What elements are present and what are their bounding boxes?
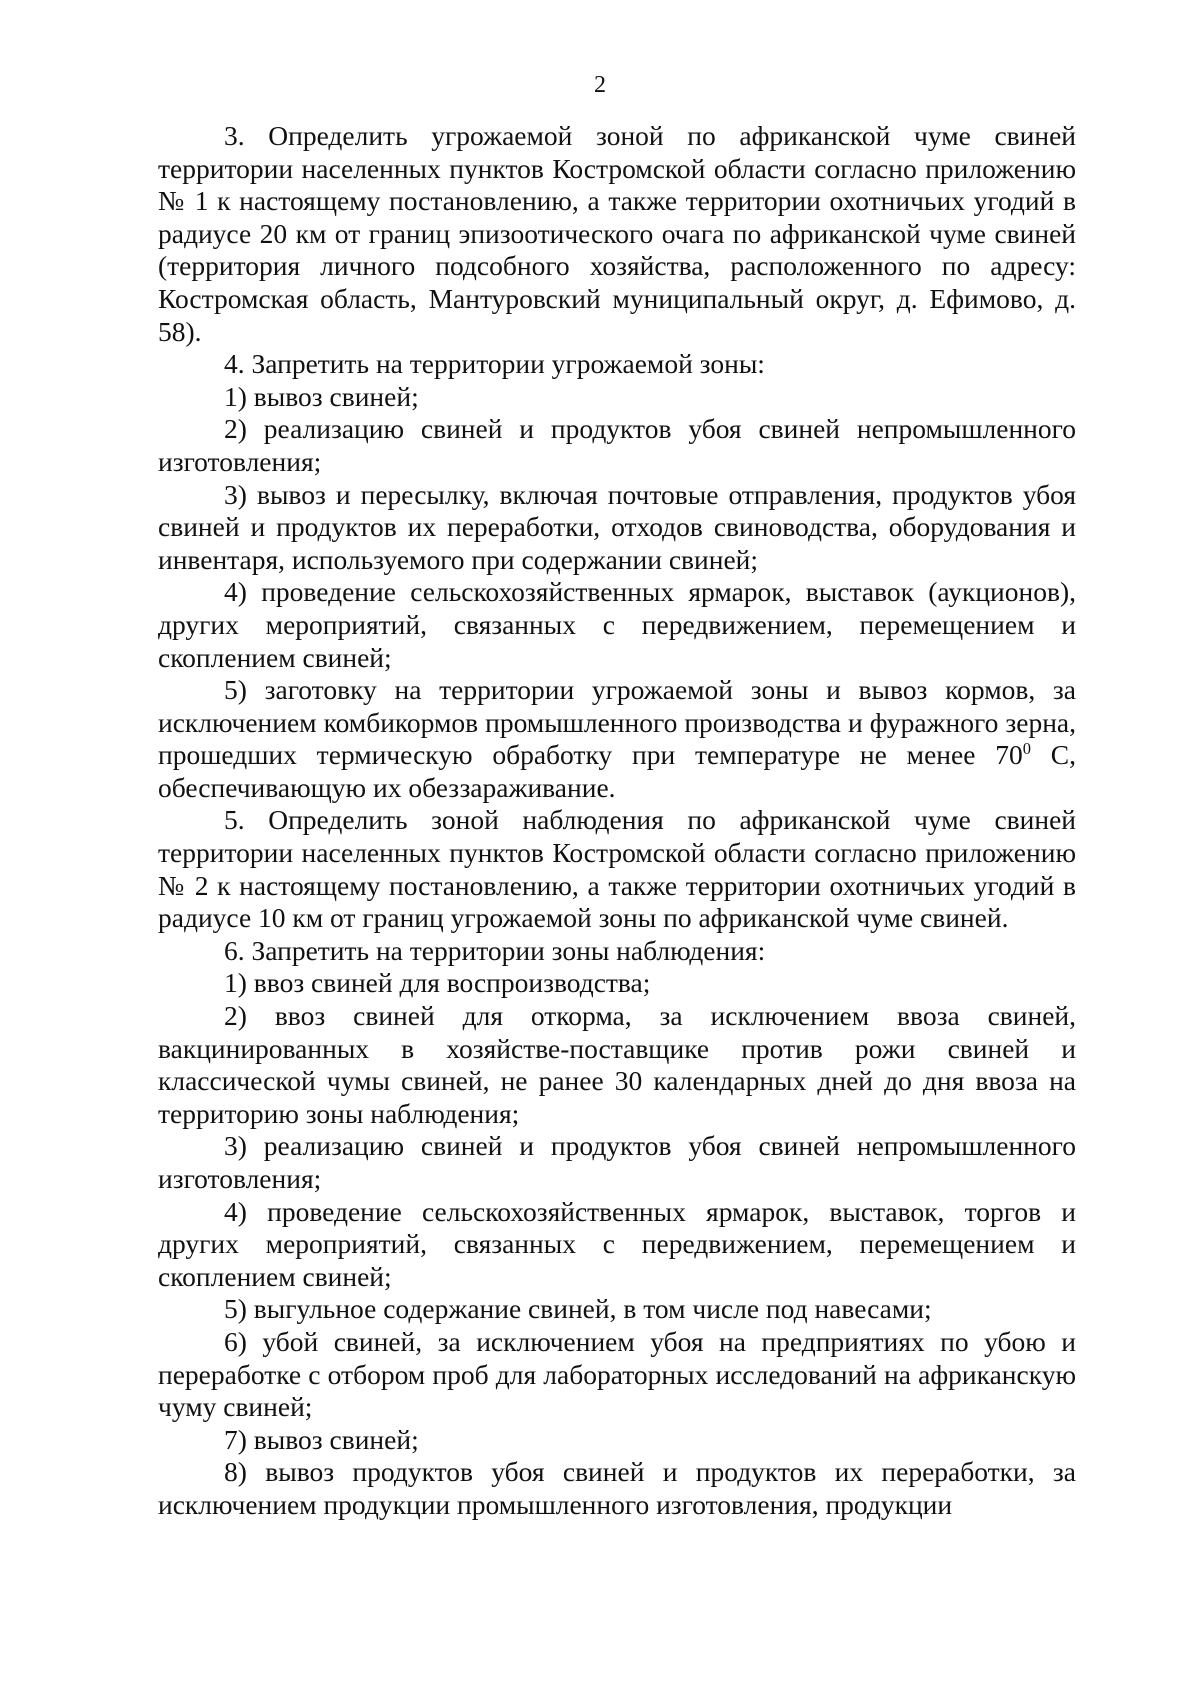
subitem-6-2: 2) ввоз свиней для откорма, за исключением ввоза свиней, вакцинированных в хозяйстве-поставщике против рожи свиней и классической чумы свиней, не ранее 30 календарных дней до дня ввоза на территорию зоны наблюдения; [158, 1000, 1076, 1129]
subitem-4-5-text: 5) заготовку на территории угрожаемой зоны и вывоз кормов, за исключением комбикормов промышленного производства и фуражного зерна, прошедших термическую обработку при температуре не менее [158, 674, 1076, 771]
subitem-6-4: 4) проведение сельскохозяйственных ярмарок, выставок, торгов и других мероприятий, связанных с передвижением, перемещением и скоплением свиней; [158, 1195, 1076, 1292]
subitem-6-3: 3) реализацию свиней и продуктов убоя свиней непромышленного изготовления; [158, 1130, 1076, 1194]
subitem-4-5 [158, 674, 1076, 804]
paragraph-item-6: 6. Запретить на территории зоны наблюдения: [224, 934, 766, 966]
subitem-6-5: 5) выгульное содержание свиней, в том числе под навесами; [224, 1293, 932, 1325]
subitem-4-2: 2) реализацию свиней и продуктов убоя свиней непромышленного изготовления; [158, 413, 1076, 477]
page-number: 2 [594, 72, 606, 98]
document-body [158, 120, 1076, 1522]
paragraph-item-3: 3. Определить угрожаемой зоной по африканской чуме свиней территории населенных пунктов Костромской области согласно приложению № 1 к настоящему постановлению, а также территории охотничьих угодий в радиусе 20 км от границ эпизоотического очага по африканской чуме свиней (территория личного подсобного хозяйства, расположенного по адресу: Костромская область, Мантуровский муниципальный округ, д. Ефимово, д. 58). [158, 120, 1076, 347]
degree-sign: 0 [1022, 739, 1031, 759]
subitem-6-6: 6) убой свиней, за исключением убоя на предприятиях по убою и переработке с отбором проб для лабораторных исследований на африканскую чуму свиней; [158, 1325, 1076, 1423]
temperature-value: 70 [995, 739, 1023, 771]
paragraph-item-4: 4. Запретить на территории угрожаемой зоны: [224, 348, 765, 380]
subitem-4-3: 3) вывоз и пересылку, включая почтовые отправления, продуктов убоя свиней и продуктов их переработки, отходов свиноводства, оборудования и инвентаря, используемого при содержании свиней; [158, 478, 1076, 575]
subitem-6-8: 8) вывоз продуктов убоя свиней и продуктов их переработки, за исключением продукции промышленного изготовления, продукции [158, 1456, 1076, 1520]
paragraph-item-5: 5. Определить зоной наблюдения по африканской чуме свиней территории населенных пунктов Костромской области согласно приложению № 2 к настоящему постановлению, а также территории охотничьих угодий в радиусе 10 км от границ угрожаемой зоны по африканской чуме свиней. [158, 804, 1076, 934]
subitem-4-4: 4) проведение сельскохозяйственных ярмарок, выставок (аукционов), других мероприятий, связанных с передвижением, перемещением и скоплением свиней; [158, 576, 1076, 673]
temperature-rest: С, обеспечивающую их обеззараживание. [158, 739, 1076, 803]
subitem-6-7: 7) вывоз свиней; [224, 1423, 419, 1455]
subitem-6-1: 1) ввоз свиней для воспроизводства; [224, 967, 651, 999]
subitem-4-1: 1) вывоз свиней; [224, 380, 419, 412]
